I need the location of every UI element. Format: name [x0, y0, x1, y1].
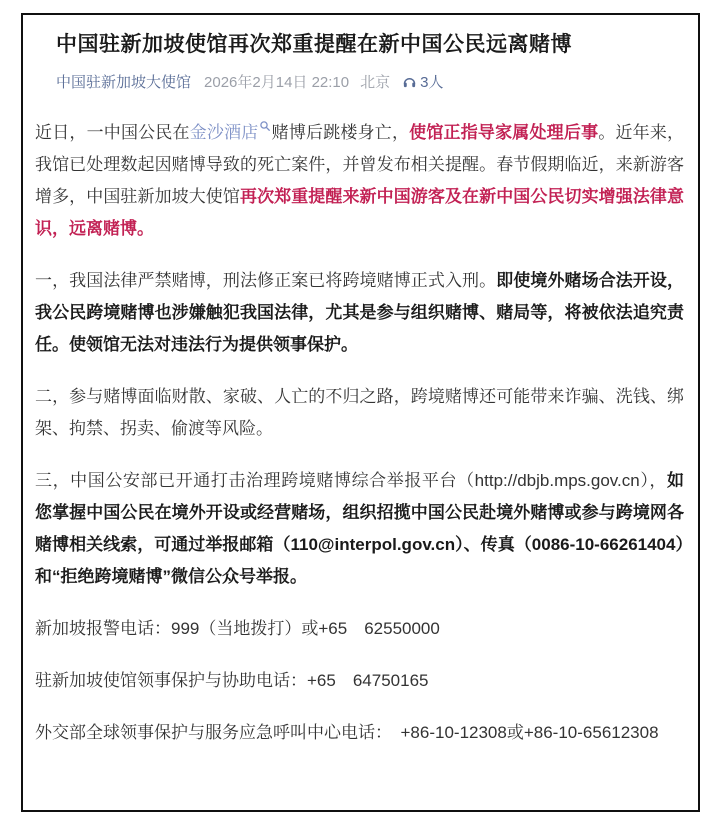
- article-header: [23, 15, 698, 92]
- text-run: 二，参与赌博面临财散、家破、人亡的不归之路，跨境赌博还可能带来诈骗、洗钱、绑架、拘禁、拐卖、偷渡等风险。: [35, 387, 684, 439]
- text-run: 近日，一中国公民在: [35, 123, 190, 143]
- paragraph-point-1: [35, 265, 684, 361]
- link-label: 金沙酒店: [189, 123, 259, 143]
- highlight-red-text: 再次郑重提醒来新中国游客及在新中国公民切实增强法律意识，远离赌博。: [35, 187, 685, 239]
- author-account-link[interactable]: 中国驻新加坡大使馆: [56, 74, 192, 92]
- paragraph-point-2: [35, 381, 684, 445]
- sands-hotel-search-link[interactable]: [190, 123, 272, 142]
- publish-datetime: 2026年2月14日 22:10: [204, 74, 350, 92]
- headphone-icon: [402, 74, 420, 89]
- text-run: 一，我国法律严禁赌博，刑法修正案已将跨境赌博正式入刑。: [35, 271, 497, 291]
- paragraph-embassy-phone: [35, 665, 684, 697]
- highlight-red-text: 使馆正指导家属处理后事: [409, 123, 599, 143]
- text-run: 。近年来，我馆已处理数起因赌博导致的死亡案件，并曾发布相关提醒。春节假期临近，来新游客增多，中国驻新加坡大使馆: [35, 123, 685, 207]
- paragraph-intro: [35, 117, 684, 245]
- article-body: [23, 92, 698, 749]
- paragraph-mfa-phone: [35, 717, 684, 749]
- publish-location: 北京: [360, 74, 391, 92]
- text-run: 外交部全球领事保护与服务应急呼叫中心电话： +86-10-12308或+86-10-65612308: [35, 723, 659, 743]
- text-run: 赌博后跳楼身亡，: [271, 123, 410, 143]
- search-icon: [259, 120, 271, 132]
- article-card: [21, 13, 700, 812]
- text-run: 新加坡报警电话：999（当地拨打）或+65 62550000: [35, 619, 440, 639]
- bold-text: 如您掌握中国公民在境外开设或经营赌场，组织招揽中国公民赴境外赌博或参与跨境网各赌博相关线索，可通过举报邮箱（110@interpol.gov.cn）、传真（0086-10-66261404）和“拒绝跨境赌博”微信公众号举报。: [35, 471, 684, 587]
- text-run: 驻新加坡使馆领事保护与协助电话：+65 64750165: [35, 671, 429, 691]
- listen-count-label: 3人: [420, 74, 444, 92]
- bold-text: 即使境外赌场合法开设，我公民跨境赌博也涉嫌触犯我国法律，尤其是参与组织赌博、赌局等，将被依法追究责任。使领馆无法对违法行为提供领事保护。: [35, 271, 685, 355]
- article-meta: [56, 71, 664, 92]
- listen-count[interactable]: [402, 71, 443, 92]
- paragraph-point-3: [35, 465, 684, 593]
- article-title: 中国驻新加坡使馆再次郑重提醒在新中国公民远离赌博: [56, 33, 572, 56]
- text-run: 三，中国公安部已开通打击治理跨境赌博综合举报平台（http://dbjb.mps.gov.cn），: [35, 471, 667, 491]
- paragraph-police-phone: [35, 613, 684, 645]
